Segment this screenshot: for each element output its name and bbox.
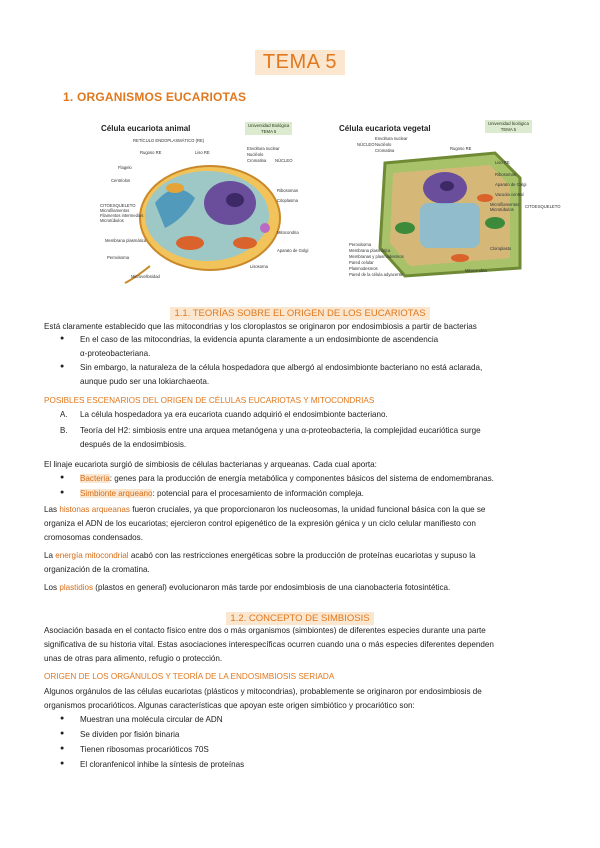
bullet-icon: ● [60,760,65,767]
heading-organismos-eucariotas: 1. ORGANISMOS EUCARIOTAS [63,90,247,104]
bullet-icon: ● [60,489,65,496]
animal-cell-figure: Célula eucariota animal Universidad Biológica TEMA 5 RETÍCULO ENDOPLASMÁTICO (RE) Rugoso RE Liso RE Flagelo Centríolos CITOESQUELETO Microfilamentos Filamentos intermedios Microtúbulos Membrana plasmática Peroxisoma Microvellosidad Envoltura nuclear Nucléolo Cromatina NÚCLEO Ribosomas Aparato de Golgi Mitocondria Lisosoma Citoplasma [95,118,315,288]
energia-paragraph: La energía mitocondrial acabó con las restricciones energéticas sobre la producción de proteínas eucariotas y supuso la [44,551,476,560]
plant-cell-tag: Universidad biológica TEMA 5 [485,120,532,133]
feature-item: Se dividen por fisión binaria [80,730,180,739]
animal-cell-title: Célula eucariota animal [101,124,191,133]
subheading-escenarios: POSIBLES ESCENARIOS DEL ORIGEN DE CÉLULAS EUCARIOTAS Y MITOCONDRIAS [44,396,375,405]
lineage-text: El linaje eucariota surgió de simbiosis de células bacterianas y arqueanas. Cada cual aporta: [44,460,377,469]
bullet-icon: ● [60,363,65,370]
bullet-icon: ● [60,715,65,722]
feature-item: El cloranfenicol inhibe la síntesis de proteínas [80,760,245,769]
feature-item: Tienen ribosomas procarióticos 70S [80,745,209,754]
plastidios-paragraph: Los plastidios (plastos en general) evolucionaron más tarde por endosimbiosis de una cianobacteria fotosintética. [44,583,451,592]
bullet-icon: ● [60,335,65,342]
feature-item: Muestran una molécula circular de ADN [80,715,223,724]
subheading-endosimbiosis: ORIGEN DE LOS ORGÁNULOS Y TEORÍA DE LA ENDOSIMBIOSIS SERIADA [44,672,335,681]
intro-11: Está claramente establecido que las mitocondrias y los cloroplastos se originaron por endosimbiosis a partir de bacterias [44,322,477,331]
plant-cell-figure: Célula eucariota vegetal Universidad biológica TEMA 5 Envoltura nuclear NÚCLEO Nucléolo Cromatina Rugoso RE Liso RE Ribosomas Aparato de Golgi Vacuola central Microfilamentos Microtúbulos CITOESQUELETO Cloroplasto Mitocondria Peroxisoma Membrana plasmática Pared celular Plasmodesmos Pared de la célula adyacente Membranas y plasmodesmos [335,118,555,288]
animal-cell-tag: Universidad Biológica TEMA 5 [245,122,292,135]
simbiosis-definition: Asociación basada en el contacto físico entre dos o más organismos (simbiontes) de diferentes especies durante una parte [44,626,486,635]
document-title: TEMA 5 [255,50,345,75]
plant-cell-title: Célula eucariota vegetal [339,124,431,133]
bullet-icon: ● [60,745,65,752]
document-page: TEMA 5 1. ORGANISMOS EUCARIOTAS Célula eucariota animal Universidad Biológica TEMA 5 RETÍCULO ENDOPLASMÁTICO (RE) Rugoso RE Liso RE Flagelo Centríolos CITOESQUELETO Microfilamentos Filamentos intermedios Microtúbulos Membrana plasmática Peroxisoma Microvellosidad Envoltura nuclear Nucléolo Cromatina NÚCLEO Ribosomas Aparato de Golgi Mitocondria Lisosoma Citoplasma Célula eucariota vegetal Universidad biológica TEMA 5 Envoltura nuclear NÚCLEO Nucléolo Cromatina Rugoso RE Liso RE Ribosomas Aparato de Golgi Vacuola central Microfilamentos Microtúbulos CITOESQUELETO Cloroplasto Mitocondria Peroxisoma Membrana plasmática Pared celular Plasmodesmos Pared de la célula adyacente Membranas y plasmodesmos 1.1. TEORÍAS SOBRE EL ORIGEN DE LOS EUCARIOTAS Está claramente establecido que las mitocondrias y los cloroplastos se originaron por endosimbiosis a partir de bacterias ● En el caso de las mitocondrias, la evidencia apunta claramente a un endosimbionte de ascendencia α-proteobacteriana. ● Sin embargo, la naturaleza de la célula hospedadora que albergó al endosimbionte bacteriano no está aclarada, aunque pudo ser una lokiarchaeota. POSIBLES ESCENARIOS DEL ORIGEN DE CÉLULAS EUCARIOTAS Y MITOCONDRIAS A. La célula hospedadora ya era eucariota cuando adquirió el endosimbionte bacteriano. B. Teoría del H2: simbiosis entre una arquea metanógena y una α-proteobacteria, la complejidad eucariótica surge después de la endosimbiosis. El linaje eucariota surgió de simbiosis de células bacterianas y arqueanas. Cada cual aporta: ● Bacteria: genes para la producción de energía metabólica y componentes básicos del sistema de endomembranas. ● Simbionte arqueano: potencial para el procesamiento de información compleja. Las histonas arqueanas fueron cruciales, ya que proporcionaron los nucleosomas, la unidad funcional básica con la que se organiza el ADN de los eucariotas; ejercieron control epigenético de la expresión génica y un ciclo celular manifiesto con cromosomas condensados. La energía mitocondrial acabó con las restricciones energéticas sobre la producción de proteínas eucariotas y supuso la organización de la cromatina. Los plastidios (plastos en general) evolucionaron más tarde por endosimbiosis de una cianobacteria fotosintética. 1.2. CONCEPTO DE SIMBIOSIS Asociación basada en el contacto físico entre dos o más organismos (simbiontes) de diferentes especies durante una parte significativa de su historia vital. Estas asociaciones interespecíficas ocurren cuando una o más especies diferentes dependen unas de otras para alimento, refugio o protección. ORIGEN DE LOS ORGÁNULOS Y TEORÍA DE LA ENDOSIMBIOSIS SERIADA Algunos orgánulos de las células eucariotas (plásticos y mitocondrias), probablemente se originaron por endosimbiosis de organismos procarióticos. Algunas características que apoyan este origen simbiótico y procariótico son: ● Muestran una molécula circular de ADN ● Se dividen por fisión binaria ● Tienen ribosomas procarióticos 70S ● El cloranfenicol inhibe la síntesis de proteínas [0,0,600,848]
heading-1-1: 1.1. TEORÍAS SOBRE EL ORIGEN DE LOS EUCARIOTAS [170,307,429,320]
heading-1-2: 1.2. CONCEPTO DE SIMBIOSIS [226,612,373,625]
bullet-icon: ● [60,730,65,737]
bullet-icon: ● [60,474,65,481]
cell-figures [95,118,561,288]
histonas-paragraph: Las histonas arqueanas fueron cruciales, ya que proporcionaron los nucleosomas, la unidad funcional básica con la que se [44,505,486,514]
